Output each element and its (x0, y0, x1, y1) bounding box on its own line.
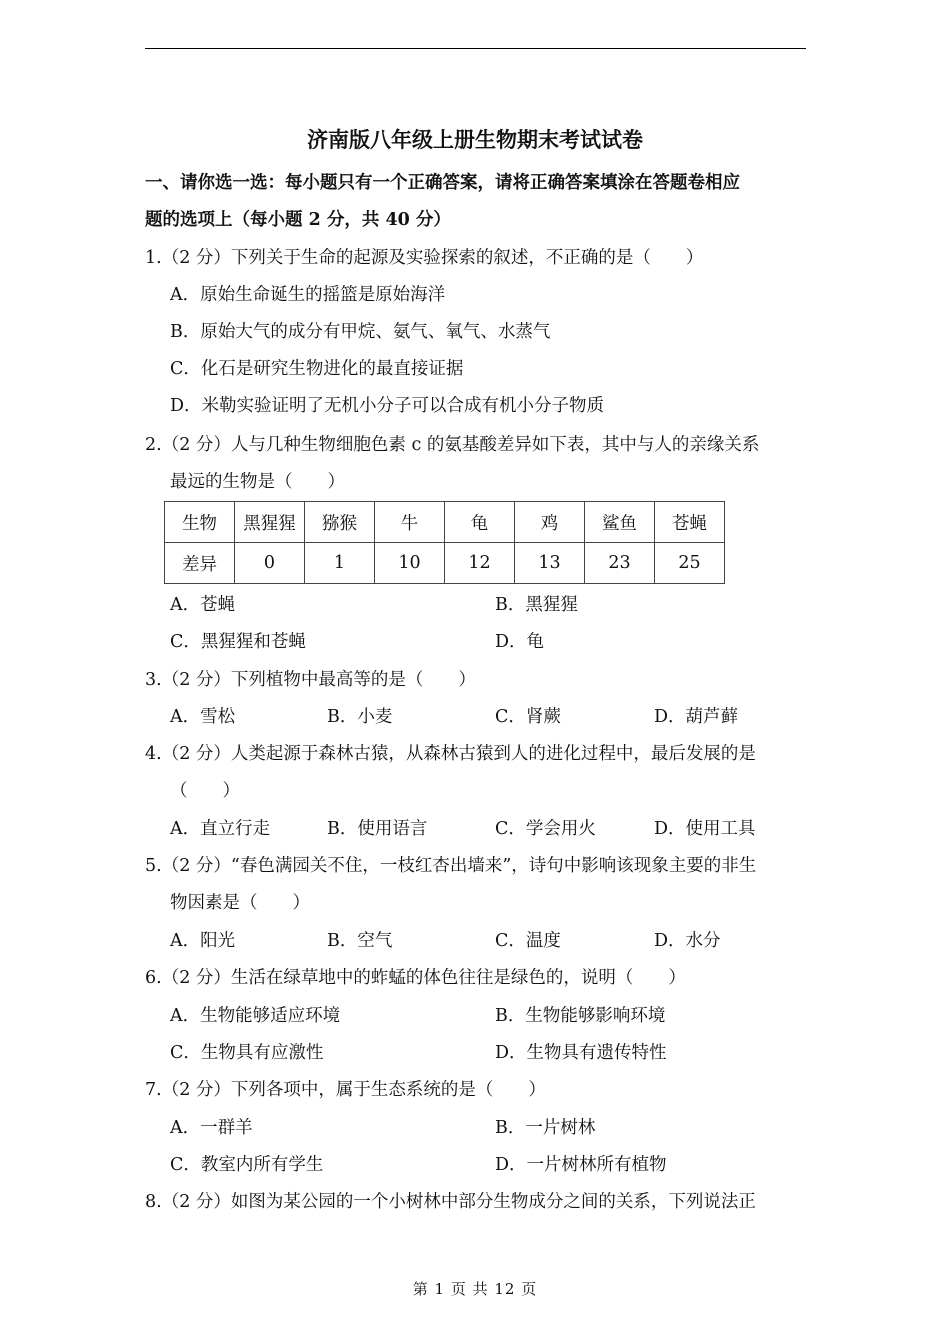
question-5-option-a: A．阳光 (170, 931, 236, 951)
table-cell: 12 (445, 543, 515, 584)
question-3-stem: 3.（2 分）下列植物中最高等的是（ ） (145, 670, 476, 690)
question-6-option-c: C．生物具有应激性 (170, 1043, 324, 1063)
table-cell: 黑猩猩 (235, 502, 305, 543)
section-heading-line1: 一、请你选一选：每小题只有一个正确答案，请将正确答案填涂在答题卷相应 (145, 173, 740, 193)
question-4-option-b: B．使用语言 (327, 819, 428, 839)
question-6-option-a: A．生物能够适应环境 (170, 1006, 341, 1026)
question-7-option-b: B．一片树林 (495, 1118, 596, 1138)
question-2-option-d: D．龟 (495, 632, 545, 652)
table-row (165, 543, 725, 584)
table-cell: 1 (305, 543, 375, 584)
question-4-option-a: A．直立行走 (170, 819, 271, 839)
page-number-footer: 第 1 页 共 12 页 (412, 1280, 538, 1298)
question-7-option-c: C．教室内所有学生 (170, 1155, 324, 1175)
amino-acid-difference-table (164, 501, 725, 584)
table-cell: 龟 (445, 502, 515, 543)
question-7-stem: 7.（2 分）下列各项中，属于生态系统的是（ ） (145, 1080, 546, 1100)
question-5-option-d: D．水分 (654, 931, 721, 951)
question-6-option-d: D．生物具有遗传特性 (495, 1043, 667, 1063)
question-1-option-a: A．原始生命诞生的摇篮是原始海洋 (170, 285, 446, 305)
table-cell: 10 (375, 543, 445, 584)
question-3-option-b: B．小麦 (327, 707, 393, 727)
question-2-option-b: B．黑猩猩 (495, 595, 578, 615)
table-cell: 差异 (165, 543, 235, 584)
question-1-option-b: B．原始大气的成分有甲烷、氨气、氧气、水蒸气 (170, 322, 551, 342)
table-cell: 牛 (375, 502, 445, 543)
table-cell: 鲨鱼 (585, 502, 655, 543)
table-cell: 23 (585, 543, 655, 584)
question-5-stem-line1: 5.（2 分）“春色满园关不住，一枝红杏出墙来”，诗句中影响该现象主要的非生 (145, 856, 757, 876)
question-7-option-d: D．一片树林所有植物 (495, 1155, 667, 1175)
question-1-stem: 1.（2 分）下列关于生命的起源及实验探索的叙述，不正确的是（ ） (145, 248, 704, 268)
table-cell: 猕猴 (305, 502, 375, 543)
question-2-option-c: C．黑猩猩和苍蝇 (170, 632, 306, 652)
question-6-option-b: B．生物能够影响环境 (495, 1006, 666, 1026)
question-2-option-a: A．苍蝇 (170, 595, 236, 615)
question-5-stem-line2: 物因素是（ ） (170, 893, 310, 913)
question-1-option-c: C．化石是研究生物进化的最直接证据 (170, 359, 464, 379)
table-cell: 13 (515, 543, 585, 584)
question-5-option-c: C．温度 (495, 931, 561, 951)
question-3-option-a: A．雪松 (170, 707, 236, 727)
question-2-stem-line2: 最远的生物是（ ） (170, 472, 345, 492)
question-1-option-d: D．米勒实验证明了无机小分子可以合成有机小分子物质 (170, 396, 605, 416)
table-cell: 生物 (165, 502, 235, 543)
table-cell: 25 (655, 543, 725, 584)
page-title: 济南版八年级上册生物期末考试试卷 (307, 127, 643, 152)
question-8-stem: 8.（2 分）如图为某公园的一个小树林中部分生物成分之间的关系，下列说法正 (145, 1192, 756, 1212)
question-4-option-c: C．学会用火 (495, 819, 596, 839)
question-4-stem-line2: （ ） (170, 781, 240, 801)
question-4-stem-line1: 4.（2 分）人类起源于森林古猿，从森林古猿到人的进化过程中，最后发展的是 (145, 744, 756, 764)
question-4-option-d: D．使用工具 (654, 819, 756, 839)
section-heading-line2: 题的选项上（每小题 2 分，共 40 分） (145, 210, 451, 230)
table-row (165, 502, 725, 543)
question-3-option-c: C．肾蕨 (495, 707, 561, 727)
question-6-stem: 6.（2 分）生活在绿草地中的蚱蜢的体色往往是绿色的，说明（ ） (145, 968, 686, 988)
table-cell: 0 (235, 543, 305, 584)
header-rule (145, 48, 806, 49)
question-7-option-a: A．一群羊 (170, 1118, 253, 1138)
table-cell: 苍蝇 (655, 502, 725, 543)
question-5-option-b: B．空气 (327, 931, 393, 951)
question-3-option-d: D．葫芦藓 (654, 707, 739, 727)
table-cell: 鸡 (515, 502, 585, 543)
question-2-stem-line1: 2.（2 分）人与几种生物细胞色素 c 的氨基酸差异如下表，其中与人的亲缘关系 (145, 435, 760, 455)
